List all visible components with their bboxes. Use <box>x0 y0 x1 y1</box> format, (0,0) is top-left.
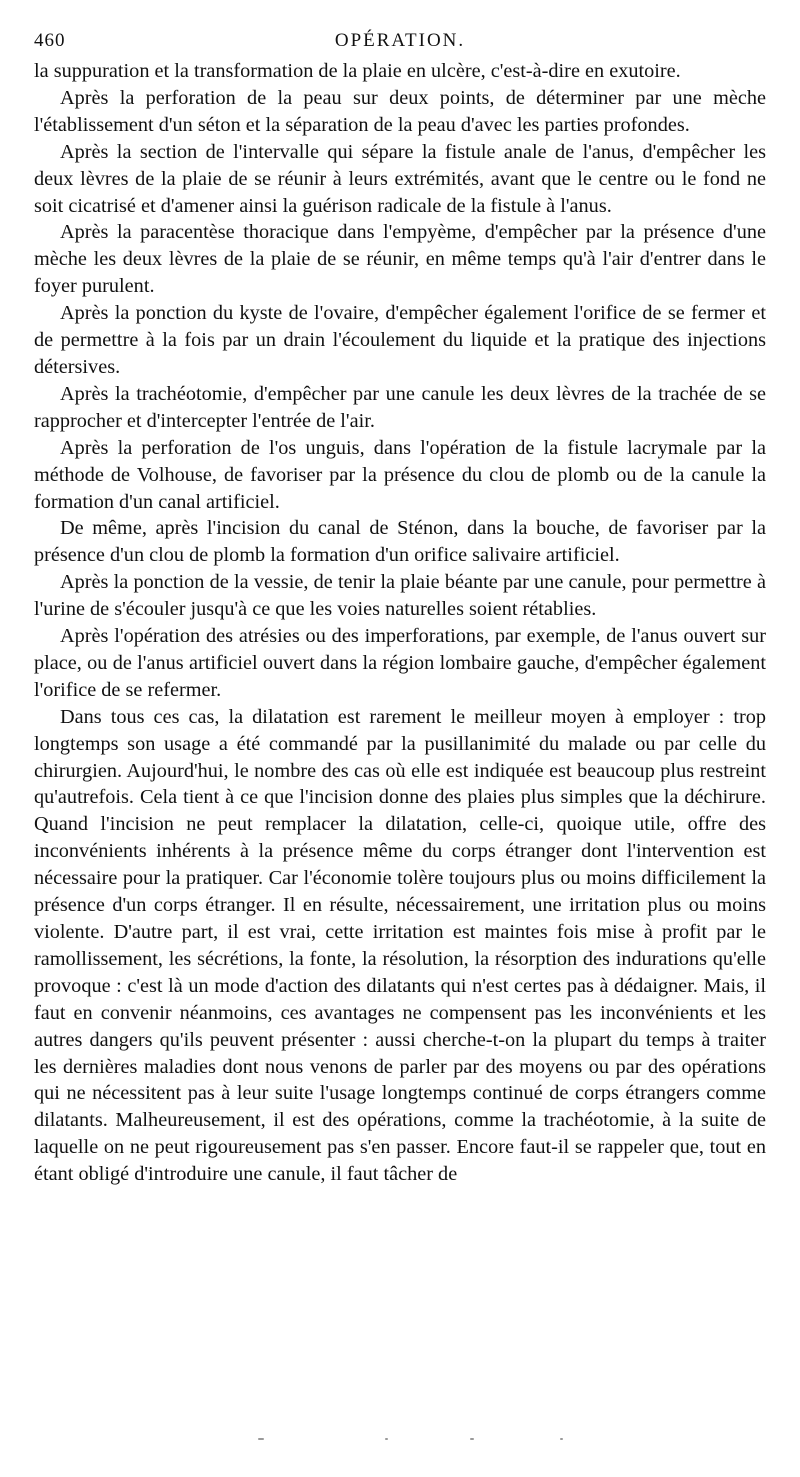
body-text <box>34 58 766 1188</box>
paragraph-ovarian-cyst: Après la ponction du kyste de l'ovaire, d'empêcher également l'orifice de se fermer et de permettre à la fois par un drain l'écoulement du liquide et la pratique des injections détersives. <box>34 302 766 378</box>
print-speck <box>385 1438 388 1440</box>
running-title: OPÉRATION. <box>334 30 466 51</box>
paragraph-lacrimal-fistula: Après la perforation de l'os unguis, dans l'opération de la fistule lacrymale par la méthode de Volhouse, de favoriser par la présence du clou de plomb ou de la canule la formation d'un canal artificiel. <box>34 436 766 513</box>
paragraph-stenon-canal: De même, après l'incision du canal de Sténon, dans la bouche, de favoriser par la présence d'un clou de plomb la formation d'un orifice salivaire artificiel. <box>34 517 766 567</box>
paragraph-dilatation-discussion: Dans tous ces cas, la dilatation est rarement le meilleur moyen à employer : trop longtemps son usage a été commandé par la pusillanimité du malade ou par celle du chirurgien. Aujourd'hui, le nombre des cas où elle est indiquée est beaucoup plus restreint qu'autrefois. Cela tient à ce que l'incision donne des plaies plus simples que la déchirure. Quand l'incision ne peut remplacer la dilatation, celle-ci, quoique utile, offre des inconvénients inhérents à la présence même du corps étranger dont l'intervention est nécessaire pour la pratiquer. Car l'économie tolère toujours plus ou moins difficilement la présence d'un corps étranger. Il en résulte, nécessairement, une irritation plus ou moins violente. D'autre part, il est vrai, cette irritation est maintes fois mise à profit par le ramollissement, les sécrétions, la fonte, la résolution, la résorption des indurations qu'elle provoque : c'est là un mode d'action des dilatants qui n'est certes pas à dédaigner. Mais, il faut en convenir néanmoins, ces avantages ne compensent pas les inconvénients et les autres dangers qu'ils peuvent présenter : aussi cherche-t-on la plupart du temps à traiter les dernières maladies dont nous venons de parler par des moyens ou par des opérations qui ne nécessitent pas à leur suite l'usage longtemps continué de corps étrangers comme dilatants. Malheureusement, il est des opérations, comme la trachéotomie, à la suite de laquelle on ne peut rigoureusement pas s'en passer. Encore faut-il se rappeler que, tout en étant obligé d'introduire une canule, il faut tâcher de <box>34 705 766 1186</box>
paragraph-seton: Après la perforation de la peau sur deux points, de déterminer par une mèche l'établissement d'un séton et la séparation de la peau d'avec les parties profondes. <box>34 86 766 136</box>
running-head <box>34 30 766 56</box>
paragraph-anal-fistula: Après la section de l'intervalle qui sépare la fistule anale de l'anus, d'empêcher les deux lèvres de la plaie de se réunir à leurs extrémités, avant que le centre ou le fond ne soit cicatrisé et d'amener ainsi la guérison radicale de la fistule à l'anus. <box>34 140 766 217</box>
paragraph-bladder-puncture: Après la ponction de la vessie, de tenir la plaie béante par une canule, pour permettre à l'urine de s'écouler jusqu'à ce que les voies naturelles soient rétablies. <box>34 571 766 621</box>
paragraph-empyema: Après la paracentèse thoracique dans l'empyème, d'empêcher par la présence d'une mèche les deux lèvres de la plaie de se réunir, en même temps qu'à l'air d'entrer dans le foyer purulent. <box>34 221 766 298</box>
page-number: 460 <box>34 30 66 51</box>
print-speck <box>258 1438 264 1440</box>
print-speck <box>470 1438 474 1440</box>
book-page <box>34 30 766 1188</box>
print-speck <box>560 1438 563 1440</box>
paragraph-atresia: Après l'opération des atrésies ou des imperforations, par exemple, de l'anus ouvert sur place, ou de l'anus artificiel ouvert dans la région lombaire gauche, d'empêcher également l'orifice de se refermer. <box>34 625 766 701</box>
paragraph-continuation: la suppuration et la transformation de la plaie en ulcère, c'est-à-dire en exutoire. <box>34 60 681 82</box>
paragraph-tracheotomy: Après la trachéotomie, d'empêcher par une canule les deux lèvres de la trachée de se rapprocher et d'intercepter l'entrée de l'air. <box>34 382 766 432</box>
